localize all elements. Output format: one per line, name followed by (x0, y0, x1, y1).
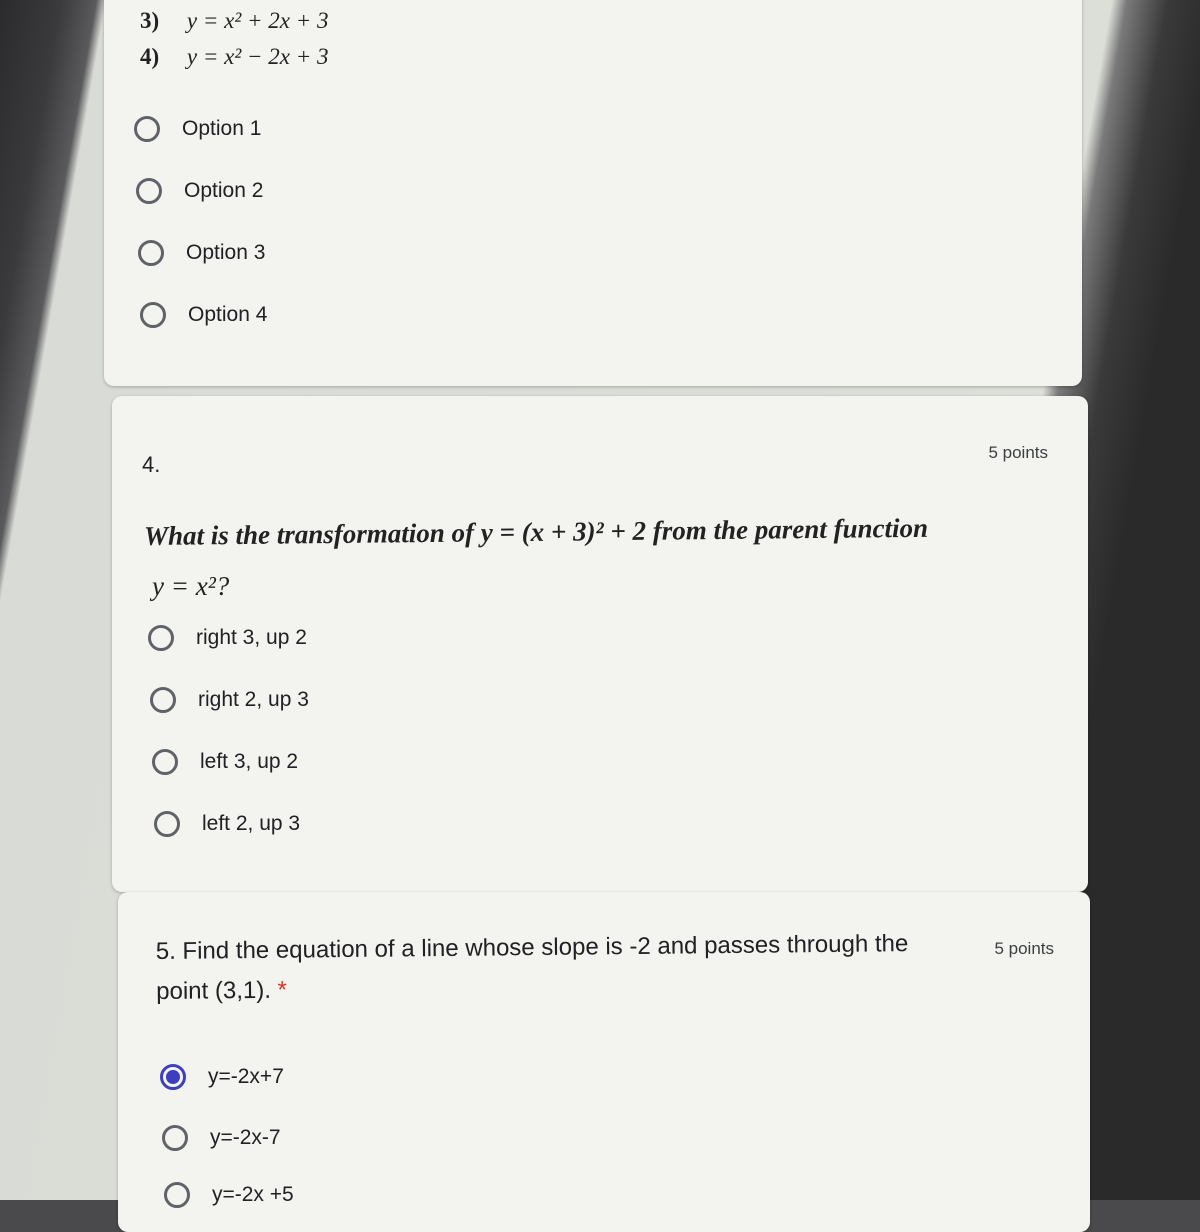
q5-option-3[interactable]: y=-2x +5 (164, 1182, 294, 1208)
q3-option-2[interactable]: Option 2 (136, 178, 263, 204)
q4-option-1[interactable]: right 3, up 2 (148, 625, 307, 651)
q3-option-3[interactable]: Option 3 (138, 240, 265, 266)
q4-option-4[interactable]: left 2, up 3 (154, 811, 300, 837)
question-text-line-2: y = x²? (152, 571, 230, 601)
question-4-card (112, 396, 1088, 892)
q3-choice: 3) y = x² + 2x + 3 (140, 8, 329, 33)
radio-button[interactable] (134, 116, 160, 142)
radio-button[interactable] (148, 625, 174, 651)
radio-button[interactable] (154, 811, 180, 837)
radio-button[interactable] (136, 178, 162, 204)
radio-button[interactable] (152, 749, 178, 775)
radio-button[interactable] (150, 687, 176, 713)
q3-option-1[interactable]: Option 1 (134, 116, 261, 142)
required-asterisk: * (277, 976, 288, 1004)
q3-choice-list (140, 8, 329, 80)
question-number: 4. (142, 452, 161, 477)
q5-option-1[interactable]: y=-2x+7 (160, 1064, 284, 1090)
question-3-card (104, 0, 1082, 386)
radio-button[interactable] (138, 240, 164, 266)
radio-button-selected[interactable] (160, 1064, 186, 1090)
points-label: 5 points (988, 443, 1048, 462)
question-text: What is the transformation of y = (x + 3)² + 2 from the parent function (143, 512, 929, 551)
q3-choice: 4) y = x² − 2x + 3 (140, 44, 329, 69)
radio-button[interactable] (162, 1125, 188, 1151)
q5-option-2[interactable]: y=-2x-7 (162, 1125, 281, 1151)
question-text: 5. Find the equation of a line whose slope is -2 and passes through the point (3,1). * (155, 930, 909, 1005)
q4-option-3[interactable]: left 3, up 2 (152, 749, 298, 775)
points-label: 5 points (994, 939, 1054, 958)
q4-option-2[interactable]: right 2, up 3 (150, 687, 309, 713)
radio-button[interactable] (164, 1182, 190, 1208)
q3-option-4[interactable]: Option 4 (140, 302, 267, 328)
question-5-card (118, 892, 1090, 1232)
radio-dot (166, 1070, 180, 1084)
radio-button[interactable] (140, 302, 166, 328)
